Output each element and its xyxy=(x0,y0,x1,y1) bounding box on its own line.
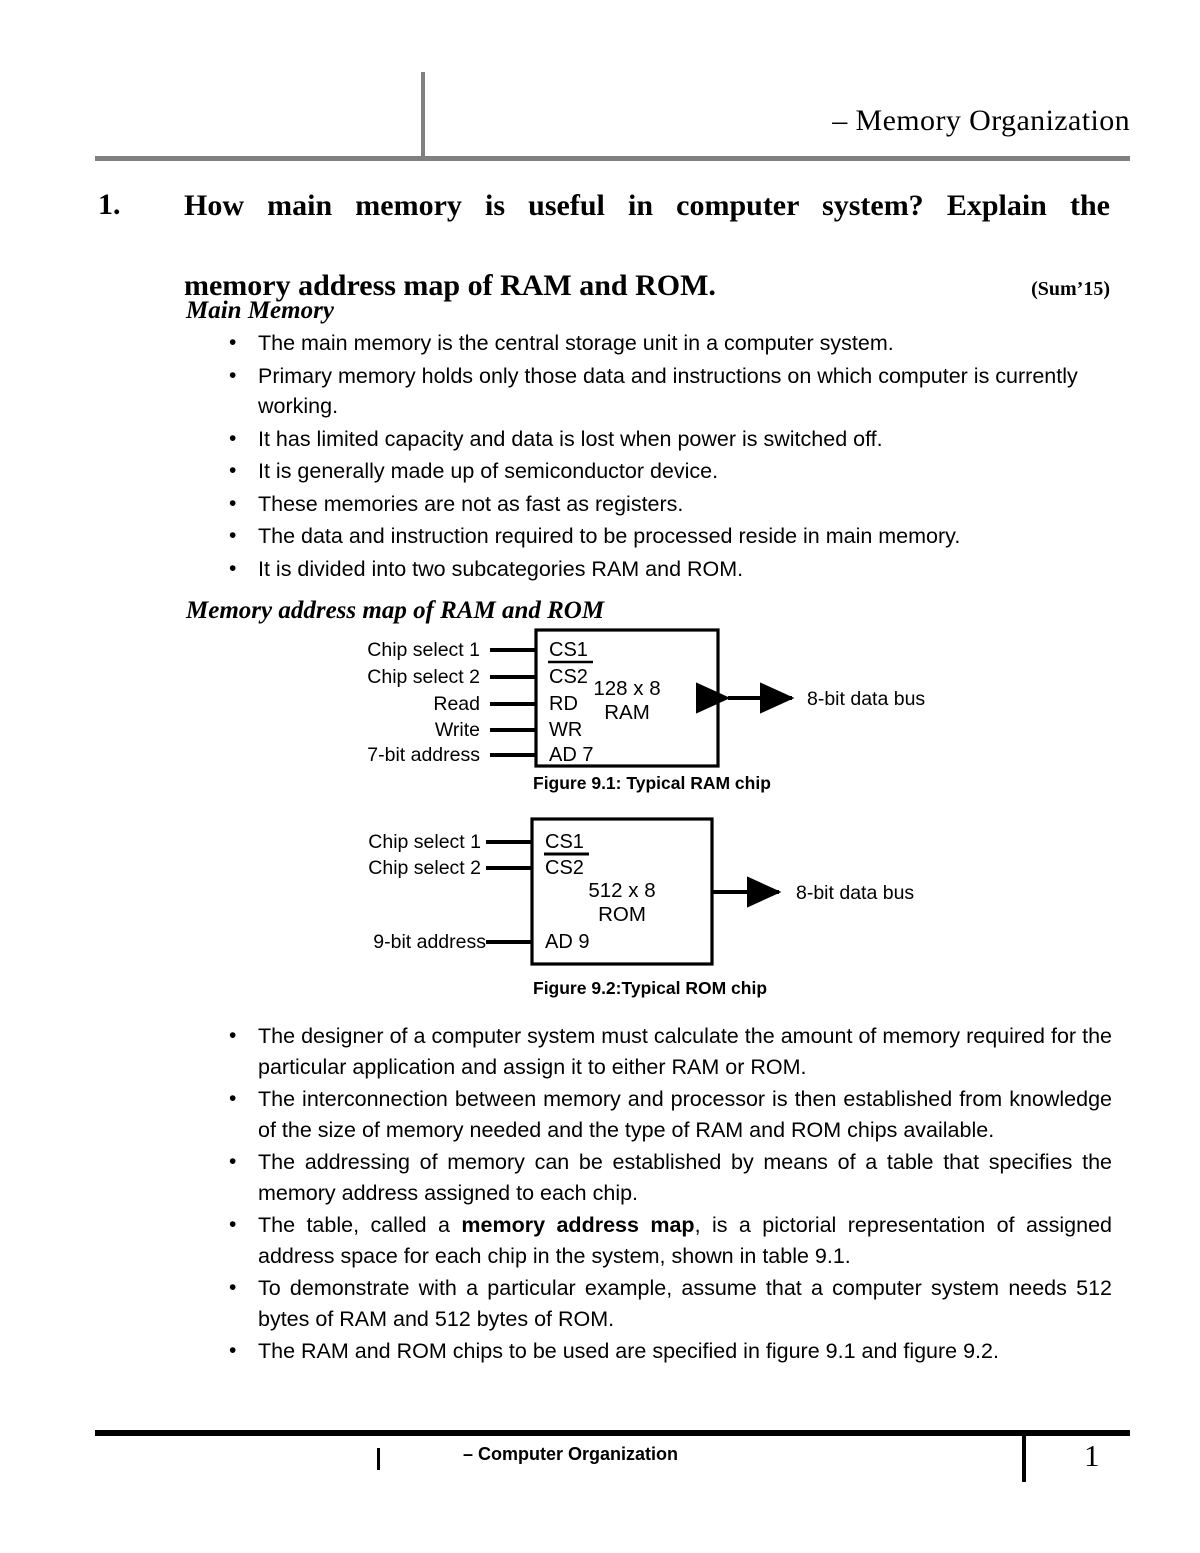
main-memory-heading: Main Memory xyxy=(186,297,334,324)
ram-bus-label: 8-bit data bus xyxy=(807,688,926,710)
bullet-icon: • xyxy=(229,459,237,483)
rom-figure-caption: Figure 9.2:Typical ROM chip xyxy=(533,978,768,998)
list-item xyxy=(222,424,1112,455)
list-item-text: Primary memory holds only those data and instructions on which computer is currently working. xyxy=(258,363,1078,419)
list-item xyxy=(222,1210,1112,1271)
rom-pin-label-1: CS2 xyxy=(545,857,584,879)
header-vertical-separator xyxy=(421,72,425,159)
main-memory-bullet-list xyxy=(222,328,1112,586)
bullet-icon: • xyxy=(229,1339,237,1363)
list-item-text-bold: memory address map xyxy=(461,1213,695,1238)
page-header xyxy=(95,60,1130,160)
ram-pin-label-2: RD xyxy=(549,693,578,715)
ram-input-label-1: Chip select 2 xyxy=(367,666,480,688)
bullet-icon: • xyxy=(229,426,237,450)
header-title: – Memory Organization xyxy=(832,104,1130,137)
ram-input-label-2: Read xyxy=(433,693,480,715)
rom-capacity-label: 512 x 8 xyxy=(588,879,656,902)
footer-subject-label: – Computer Organization xyxy=(463,1444,679,1464)
rom-input-label-0: Chip select 1 xyxy=(368,831,481,853)
question-number: 1. xyxy=(98,188,121,221)
exam-tag: (Sum’15) xyxy=(1031,277,1110,300)
ram-chip-diagram xyxy=(355,620,955,795)
bullet-icon: • xyxy=(229,1276,237,1300)
bullet-icon: • xyxy=(229,524,237,548)
bullet-icon: • xyxy=(229,1213,237,1237)
list-item xyxy=(222,328,1112,359)
ram-pin-label-0: CS1 xyxy=(549,639,588,661)
list-item-text: These memories are not as fast as registers. xyxy=(258,491,684,516)
list-item-text: It has limited capacity and data is lost when power is switched off. xyxy=(258,426,883,451)
ram-figure-caption: Figure 9.1: Typical RAM chip xyxy=(533,773,771,793)
rom-input-label-2: 9-bit address xyxy=(373,931,486,953)
ram-pin-label-1: CS2 xyxy=(549,666,588,688)
rom-chip-diagram xyxy=(355,812,955,997)
ram-type-label: RAM xyxy=(604,701,650,724)
memory-map-bullet-list xyxy=(222,1021,1112,1369)
rom-input-label-1: Chip select 2 xyxy=(368,857,481,879)
bullet-icon: • xyxy=(229,1024,237,1047)
ram-input-label-0: Chip select 1 xyxy=(367,639,480,661)
list-item xyxy=(222,1336,1112,1367)
list-item-text: The interconnection between memory and processor is then established from knowledge of the size of memory needed and the type of RAM and ROM chips available. xyxy=(258,1087,1112,1142)
list-item-text-pre: The table, called a xyxy=(258,1213,462,1238)
footer-separator-bar xyxy=(377,1448,380,1470)
footer-horizontal-rule xyxy=(95,1430,1130,1436)
rom-pin-label-2: AD 9 xyxy=(545,931,590,953)
footer-page-divider xyxy=(1022,1434,1026,1482)
list-item xyxy=(222,1021,1112,1082)
list-item xyxy=(222,521,1112,552)
question-title-line2: memory address map of RAM and ROM. xyxy=(184,268,716,302)
page-number: 1 xyxy=(1084,1438,1100,1473)
bullet-icon: • xyxy=(229,1087,237,1111)
list-item-text: The data and instruction required to be processed reside in main memory. xyxy=(258,524,961,549)
memory-address-map-heading: Memory address map of RAM and ROM xyxy=(186,597,605,624)
bullet-icon: • xyxy=(229,331,237,354)
question-block xyxy=(98,186,1110,306)
list-item-text: It is divided into two subcategories RAM and ROM. xyxy=(258,556,744,581)
list-item-text: The designer of a computer system must calculate the amount of memory required for the particular application and assign it to either RAM or ROM. xyxy=(258,1024,1112,1079)
list-item xyxy=(222,1084,1112,1145)
bullet-icon: • xyxy=(229,556,237,580)
list-item xyxy=(222,456,1112,487)
list-item-text-post: , is a pictorial representation of assigned address space for each chip in the system, shown in table 9.1. xyxy=(258,1213,1113,1268)
header-horizontal-rule xyxy=(95,156,1130,161)
question-title xyxy=(184,186,1110,306)
rom-chip-svg xyxy=(355,812,955,997)
list-item-text: The addressing of memory can be established by means of a table that specifies the memory address assigned to each chip. xyxy=(258,1150,1112,1205)
rom-pin-label-0: CS1 xyxy=(545,831,584,853)
list-item-text: The main memory is the central storage unit in a computer system. xyxy=(258,331,894,355)
list-item xyxy=(222,1147,1112,1208)
page-footer xyxy=(95,1430,1130,1510)
bullet-icon: • xyxy=(229,363,237,387)
question-title-line1: How main memory is useful in computer system? Explain the xyxy=(184,189,1110,222)
rom-bus-label: 8-bit data bus xyxy=(796,882,915,904)
list-item xyxy=(222,1273,1112,1334)
ram-pin-label-3: WR xyxy=(549,719,583,741)
rom-type-label: ROM xyxy=(598,903,646,926)
ram-pin-label-4: AD 7 xyxy=(549,744,594,766)
list-item-text: It is generally made up of semiconductor device. xyxy=(258,459,719,484)
bullet-icon: • xyxy=(229,1150,237,1174)
ram-input-label-4: 7-bit address xyxy=(367,744,480,766)
list-item xyxy=(222,489,1112,520)
list-item-text: The RAM and ROM chips to be used are specified in figure 9.1 and figure 9.2. xyxy=(258,1339,999,1364)
ram-chip-svg xyxy=(355,620,955,795)
ram-input-label-3: Write xyxy=(434,719,480,741)
ram-capacity-label: 128 x 8 xyxy=(593,677,661,700)
list-item xyxy=(222,361,1112,422)
list-item-text: To demonstrate with a particular example, assume that a computer system needs 512 bytes of RAM and 512 bytes of ROM. xyxy=(258,1276,1112,1331)
bullet-icon: • xyxy=(229,491,237,515)
list-item xyxy=(222,554,1112,585)
